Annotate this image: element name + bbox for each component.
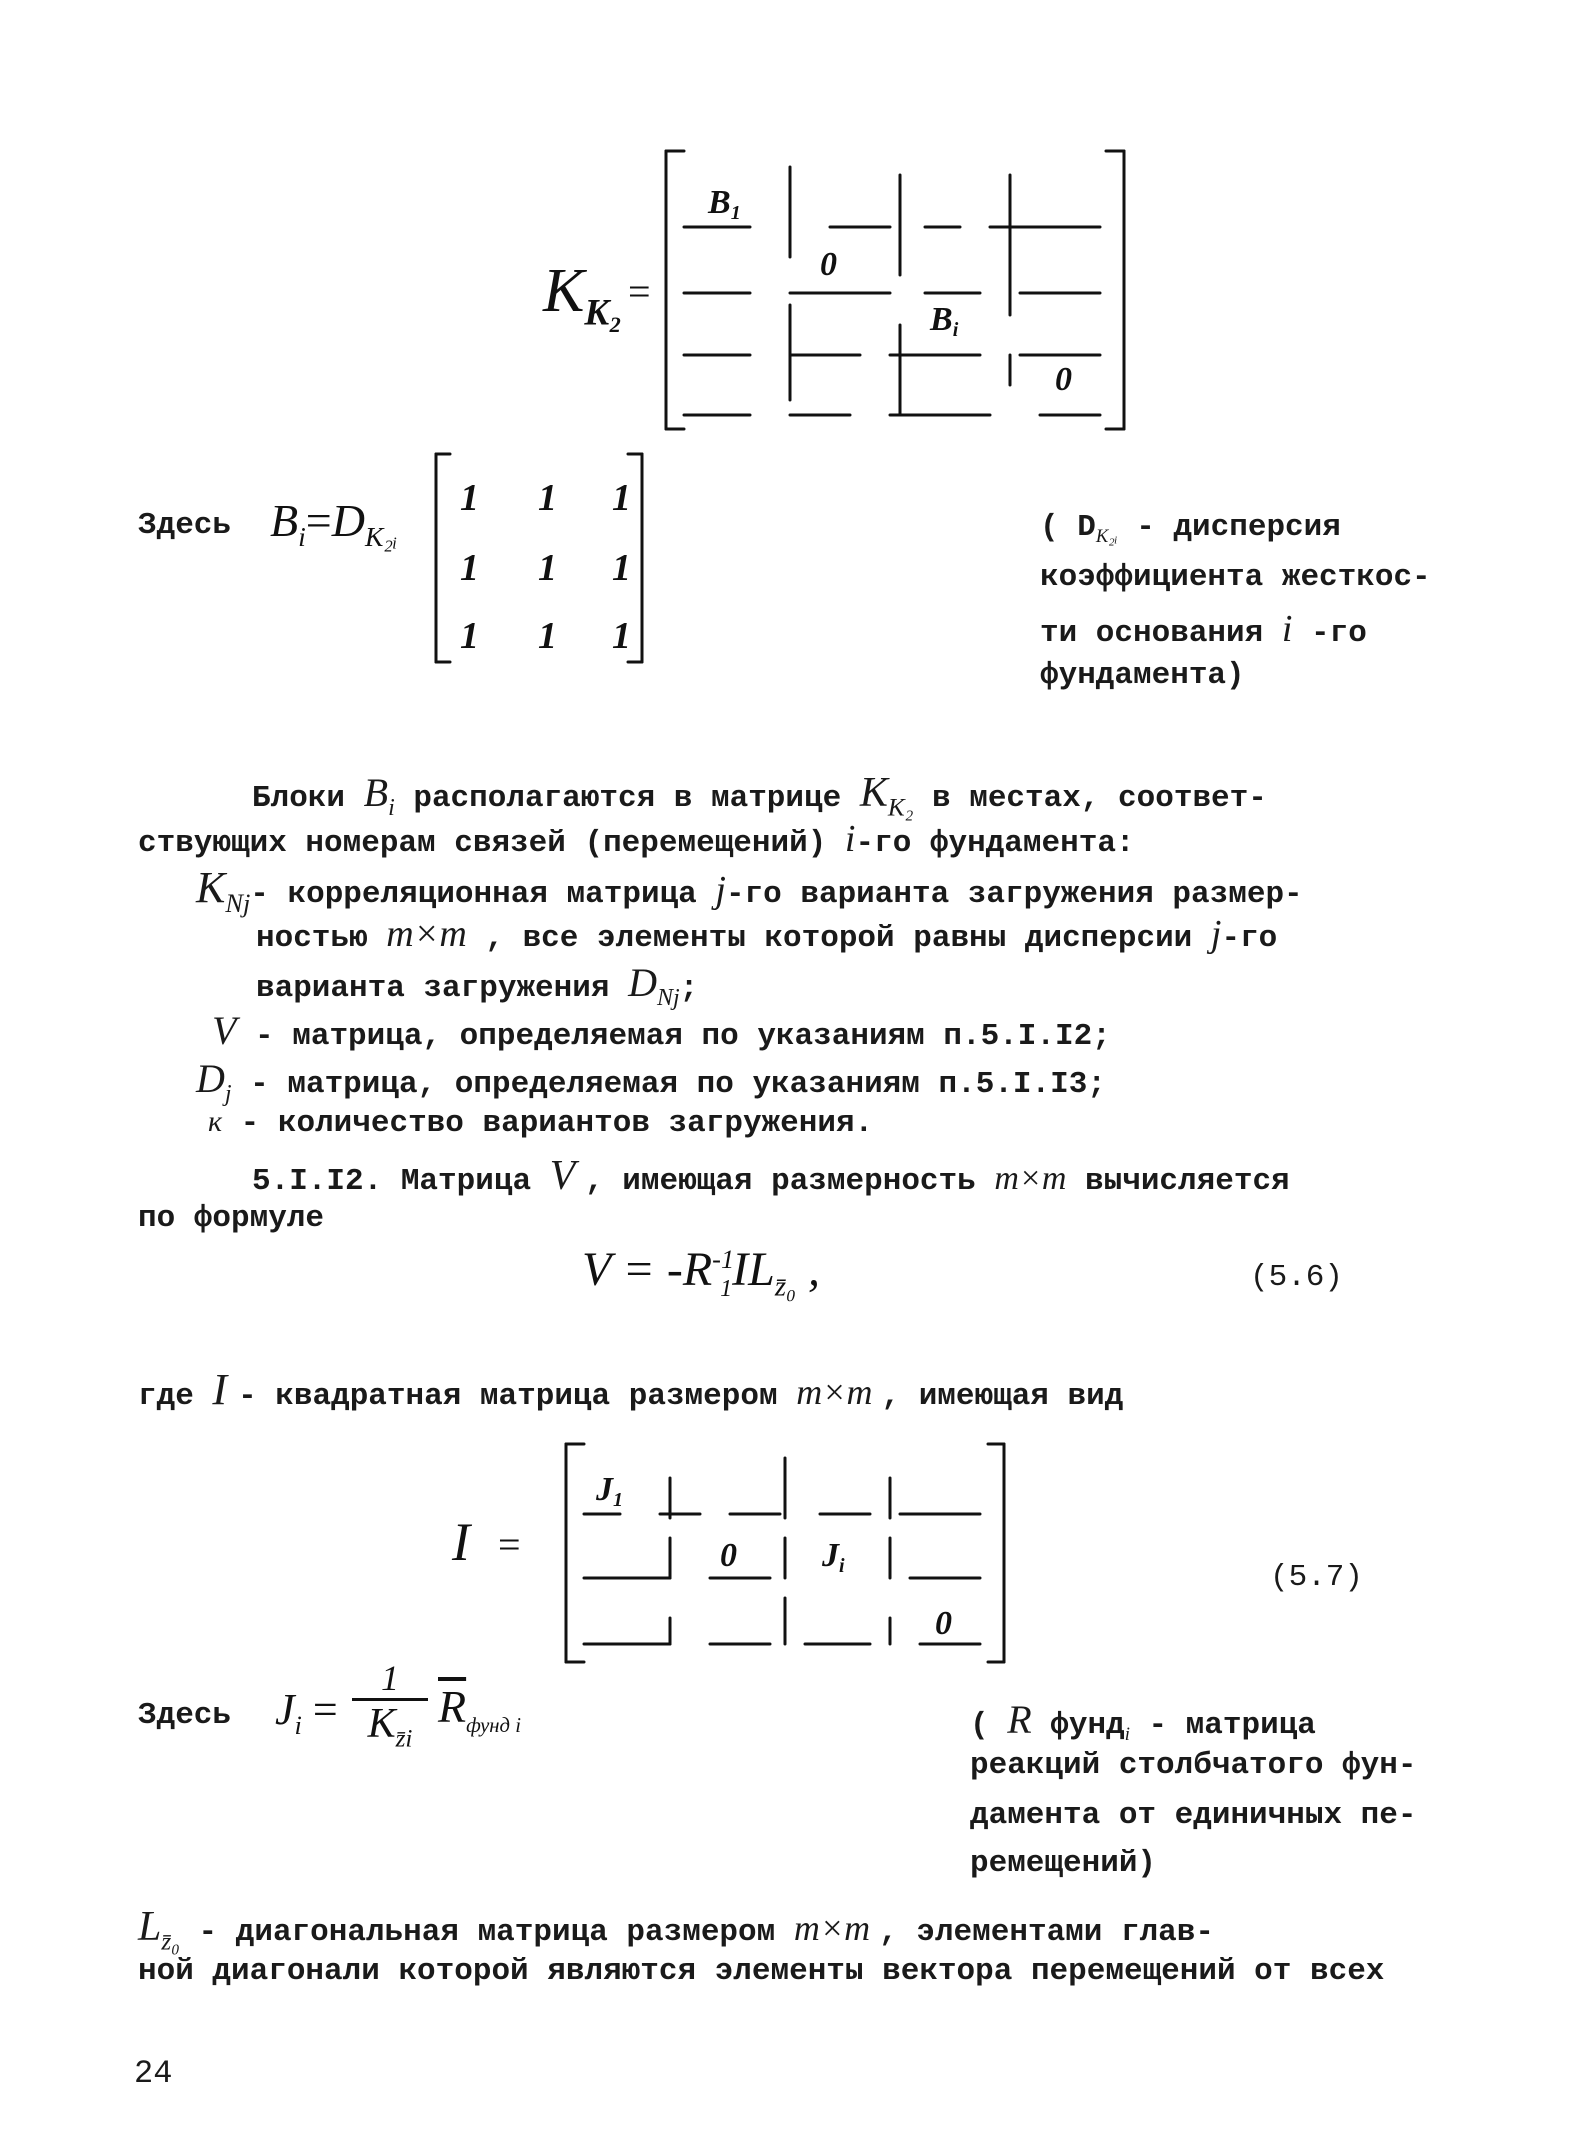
note-line: ( R фунд$_i$ - матрица [970, 1697, 1316, 1746]
ones-cell: 1 [460, 477, 479, 519]
r-fund-symbol: $\overline{R}_{фунд i}$ [438, 1681, 521, 1738]
note-line: ( $D_{K_2ᵢ}$ - дисперсия [1040, 510, 1341, 548]
block-zero-1: 0 [820, 246, 837, 283]
fraction-denominator: $K_{z̄i}$ [367, 1701, 413, 1753]
para2-line2: по формуле [138, 1201, 325, 1236]
block-b1: B1 [708, 184, 741, 224]
def-k-line: к - количество вариантов загружения. [208, 1105, 874, 1141]
block-j1: J1 [596, 1471, 623, 1511]
def-kn-line2: ностью m×m , все элементы которой равны дисперсии j-го [256, 913, 1278, 956]
ones-cell: 1 [460, 615, 479, 657]
page-number: 24 [134, 2055, 173, 2092]
kk2-equals: = [628, 269, 651, 314]
i-lhs: I [452, 1512, 470, 1572]
def-d-line: $D_j$ - матрица, определяемая по указаниям п.5.I.I3; [196, 1056, 1106, 1107]
note-line: ремещений) [970, 1846, 1157, 1881]
i-equals: = [498, 1522, 521, 1567]
def-kn-line3: варианта загружения $D_{Nj}$; [256, 960, 699, 1011]
ji-definition-lhs: $J_i$ = [275, 1685, 338, 1740]
zdes-label-1: Здесь [138, 508, 232, 543]
ones-cell: 1 [460, 547, 479, 589]
kk2-lhs: $K_{K_2}$ [543, 257, 623, 334]
def-kn-line1: $K_{Nj}-$ корреляционная матрица j-го варианта загружения размер- [196, 863, 1303, 918]
ones-cell: 1 [538, 615, 557, 657]
para4-line2: ной диагонали которой являются элементы вектора перемещений от всех [138, 1954, 1385, 1989]
para4-line1: $L_{z̄_0}$ - диагональная матрица размером m×m , элементами глав- [138, 1904, 1214, 1956]
ones-cell: 1 [612, 547, 631, 589]
bi-definition-lhs: $B_i=D_{K_2ᵢ}$ [270, 495, 398, 553]
i-block-matrix [560, 1438, 1020, 1668]
block-zero-1: 0 [720, 1537, 737, 1574]
para1-line1: Блоки $B_i$ располагаются в матрице $K_{K_2}$ в местах, соответ- [252, 770, 1267, 822]
ones-cell: 1 [538, 547, 557, 589]
note-line: дамента от единичных пе- [970, 1798, 1417, 1833]
zdes-label-2: Здесь [138, 1698, 232, 1733]
para2-line1: 5.I.I2. Матрица V , имеющая размерность m×m вычисляется [252, 1153, 1290, 1199]
ones-cell: 1 [612, 615, 631, 657]
ones-cell: 1 [612, 477, 631, 519]
block-bi: Bi [930, 301, 959, 341]
ji-fraction [352, 1660, 428, 1752]
note-line: коэффициента жесткос- [1040, 560, 1431, 595]
para1-line2: ствующих номерам связей (перемещений) i-го фундамента: [138, 818, 1135, 861]
block-zero-2: 0 [935, 1605, 952, 1642]
block-zero-2: 0 [1055, 361, 1072, 398]
def-v-line: V - матрица, определяемая по указаниям п.5.I.I2; [212, 1008, 1111, 1054]
block-ji: Ji [822, 1537, 845, 1577]
note-line: фундамента) [1040, 658, 1245, 693]
para3-line: где I - квадратная матрица размером m×m , имеющая вид [138, 1365, 1124, 1414]
fraction-numerator: 1 [381, 1658, 399, 1698]
kk2-block-matrix [660, 145, 1140, 435]
ones-cell: 1 [538, 477, 557, 519]
equation-number-5-6: (5.6) [1250, 1260, 1344, 1295]
equation-number-5-7: (5.7) [1270, 1560, 1364, 1595]
ones-matrix [430, 448, 650, 668]
formula-v: $V = -R^{-1}_1IL_{z̄_0}$ , [582, 1243, 821, 1303]
note-line: ти основания i -го [1040, 608, 1367, 651]
note-line: реакций столбчатого фун- [970, 1748, 1417, 1783]
